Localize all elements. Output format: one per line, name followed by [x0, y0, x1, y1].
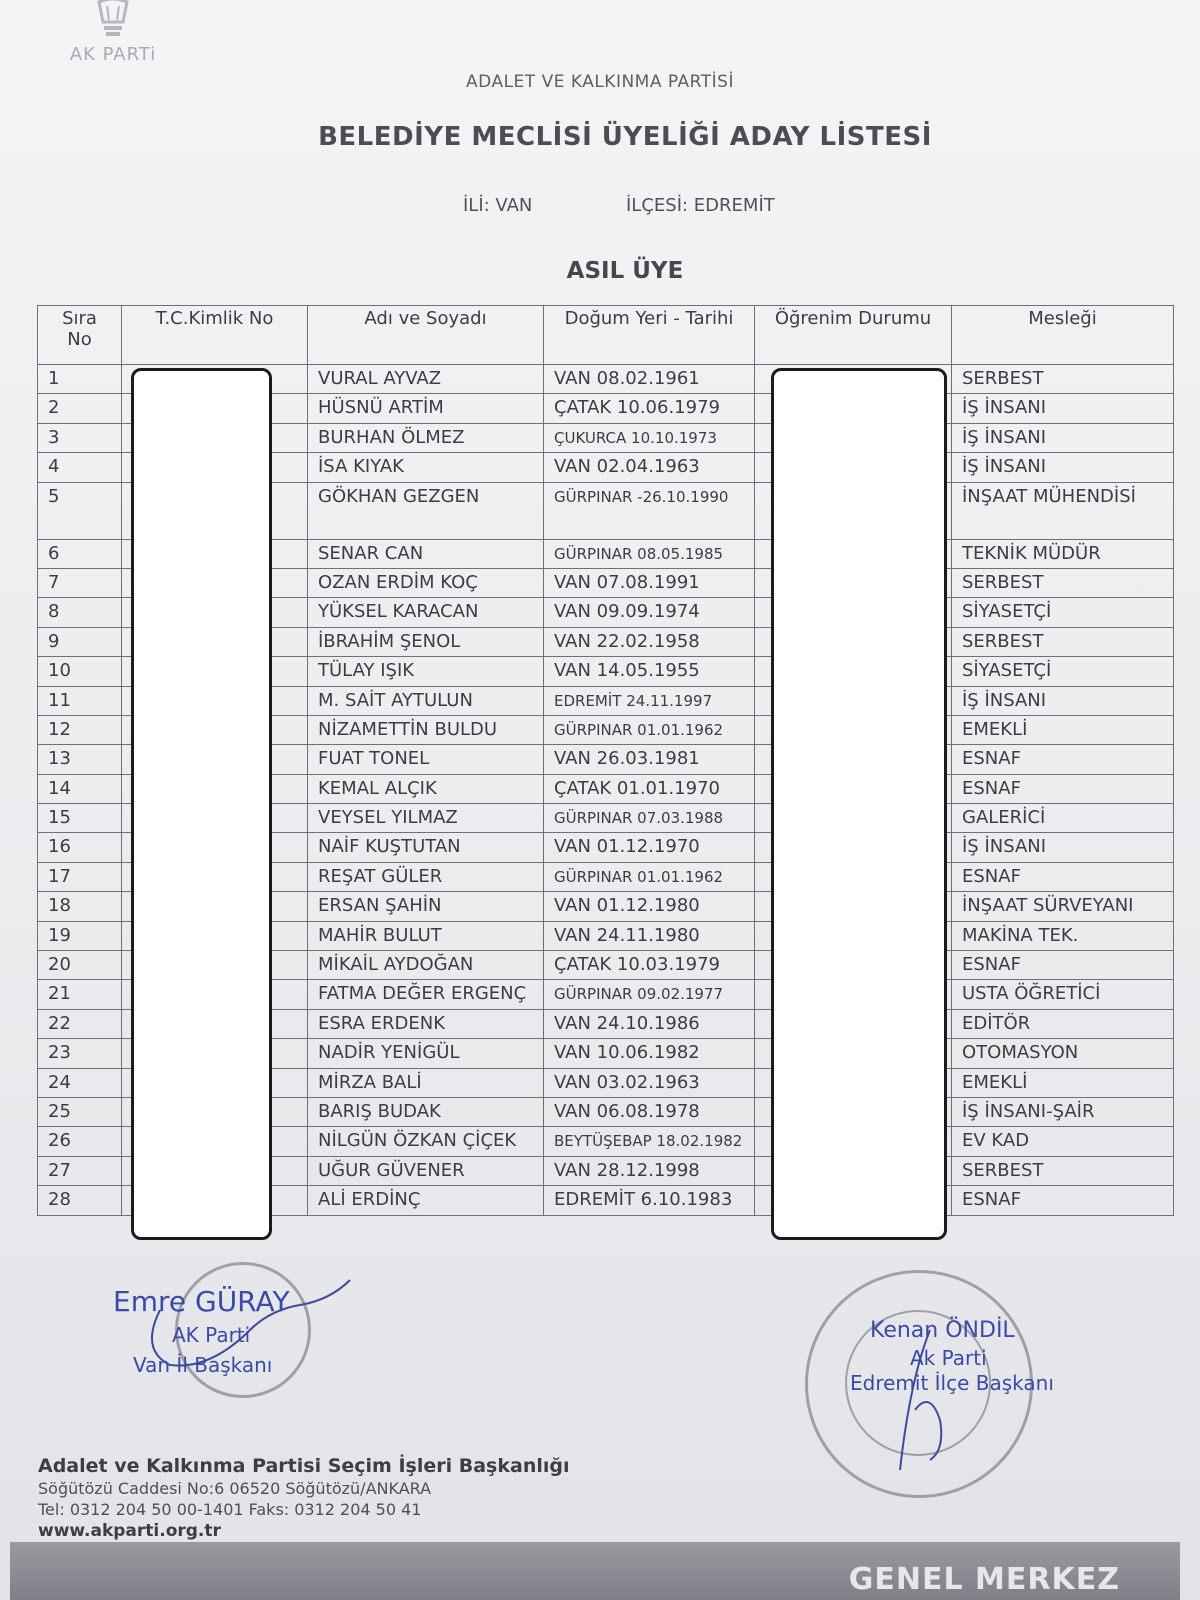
row-name: OZAN ERDİM KOÇ: [308, 568, 544, 597]
row-birth: VAN 10.06.1982: [544, 1039, 755, 1068]
row-job: OTOMASYON: [952, 1039, 1174, 1068]
row-no: 14: [38, 774, 122, 803]
row-no: 16: [38, 833, 122, 862]
row-no: 13: [38, 745, 122, 774]
row-no: 26: [38, 1127, 122, 1156]
footer-website: www.akparti.org.tr: [38, 1521, 221, 1541]
row-no: 23: [38, 1039, 122, 1068]
row-job: TEKNİK MÜDÜR: [952, 539, 1174, 568]
row-job: EV KAD: [952, 1127, 1174, 1156]
row-job: ESNAF: [952, 774, 1174, 803]
row-birth: BEYTÜŞEBAP 18.02.1982: [544, 1127, 755, 1156]
row-no: 22: [38, 1009, 122, 1038]
row-no: 15: [38, 804, 122, 833]
row-no: 25: [38, 1097, 122, 1126]
row-no: 1: [38, 365, 122, 394]
row-birth: VAN 08.02.1961: [544, 365, 755, 394]
row-job: GALERİCİ: [952, 804, 1174, 833]
header-no-line2: No: [67, 329, 92, 350]
header-no: [38, 306, 122, 365]
row-no: 2: [38, 394, 122, 423]
row-name: MİRZA BALİ: [308, 1068, 544, 1097]
right-signature-icon: [870, 1320, 980, 1480]
row-job: EMEKLİ: [952, 715, 1174, 744]
row-name: FATMA DEĞER ERGENÇ: [308, 980, 544, 1009]
row-birth: GÜRPINAR -26.10.1990: [544, 482, 755, 539]
row-job: ESNAF: [952, 1186, 1174, 1215]
footer-bar-text: GENEL MERKEZ: [848, 1562, 1120, 1597]
row-name: SENAR CAN: [308, 539, 544, 568]
row-birth: VAN 28.12.1998: [544, 1156, 755, 1185]
row-no: 10: [38, 657, 122, 686]
party-name: ADALET VE KALKINMA PARTİSİ: [466, 72, 734, 92]
row-name: ERSAN ŞAHİN: [308, 892, 544, 921]
row-name: NADİR YENİGÜL: [308, 1039, 544, 1068]
row-no: 7: [38, 568, 122, 597]
right-signatory-party: Ak Parti: [910, 1346, 987, 1370]
table-header-row: [38, 306, 1174, 365]
row-no: 8: [38, 598, 122, 627]
logo-text: AK PARTi: [69, 44, 157, 65]
header-name: Adı ve Soyadı: [308, 306, 544, 365]
right-signatory-name: Kenan ÖNDİL: [870, 1318, 1015, 1343]
row-no: 3: [38, 423, 122, 452]
row-birth: ÇUKURCA 10.10.1973: [544, 423, 755, 452]
row-no: 19: [38, 921, 122, 950]
row-job: MAKİNA TEK.: [952, 921, 1174, 950]
province-label: İLİ: VAN: [463, 195, 533, 216]
row-job: İNŞAAT SÜRVEYANI: [952, 892, 1174, 921]
header-job: Mesleği: [952, 306, 1174, 365]
row-birth: GÜRPINAR 01.01.1962: [544, 862, 755, 891]
row-name: MAHİR BULUT: [308, 921, 544, 950]
row-name: VEYSEL YILMAZ: [308, 804, 544, 833]
row-name: REŞAT GÜLER: [308, 862, 544, 891]
row-birth: GÜRPINAR 07.03.1988: [544, 804, 755, 833]
row-job: İNŞAAT MÜHENDİSİ: [952, 482, 1174, 539]
row-job: USTA ÖĞRETİCİ: [952, 980, 1174, 1009]
row-job: İŞ İNSANI: [952, 686, 1174, 715]
right-signatory-title: Edremit İlçe Başkanı: [850, 1371, 1054, 1395]
row-name: HÜSNÜ ARTİM: [308, 394, 544, 423]
left-signatory-title: Van İl Başkanı: [133, 1353, 273, 1377]
row-job: İŞ İNSANI: [952, 833, 1174, 862]
row-job: SİYASETÇİ: [952, 598, 1174, 627]
row-job: SERBEST: [952, 627, 1174, 656]
left-signature-icon: [130, 1270, 360, 1390]
row-name: ESRA ERDENK: [308, 1009, 544, 1038]
row-birth: ÇATAK 10.03.1979: [544, 951, 755, 980]
row-birth: VAN 14.05.1955: [544, 657, 755, 686]
row-name: FUAT TONEL: [308, 745, 544, 774]
row-birth: VAN 03.02.1963: [544, 1068, 755, 1097]
row-job: ESNAF: [952, 862, 1174, 891]
row-birth: EDREMİT 6.10.1983: [544, 1186, 755, 1215]
district-label: İLÇESİ: EDREMİT: [626, 195, 775, 216]
row-name: MİKAİL AYDOĞAN: [308, 951, 544, 980]
row-name: ALİ ERDİNÇ: [308, 1186, 544, 1215]
row-birth: VAN 24.11.1980: [544, 921, 755, 950]
row-no: 5: [38, 482, 122, 539]
row-job: EDİTÖR: [952, 1009, 1174, 1038]
row-job: ESNAF: [952, 951, 1174, 980]
row-name: BURHAN ÖLMEZ: [308, 423, 544, 452]
row-name: M. SAİT AYTULUN: [308, 686, 544, 715]
row-birth: VAN 07.08.1991: [544, 568, 755, 597]
row-birth: VAN 02.04.1963: [544, 453, 755, 482]
row-job: İŞ İNSANI: [952, 453, 1174, 482]
row-name: NİLGÜN ÖZKAN ÇİÇEK: [308, 1127, 544, 1156]
left-signatory-party: AK Parti: [172, 1323, 251, 1347]
section-title: ASIL ÜYE: [566, 258, 684, 284]
row-no: 20: [38, 951, 122, 980]
footer-bar: [10, 1542, 1180, 1600]
row-birth: VAN 01.12.1970: [544, 833, 755, 862]
row-job: SERBEST: [952, 1156, 1174, 1185]
row-no: 18: [38, 892, 122, 921]
row-no: 4: [38, 453, 122, 482]
row-name: KEMAL ALÇIK: [308, 774, 544, 803]
footer-phone: Tel: 0312 204 50 00-1401 Faks: 0312 204 50 41: [38, 1500, 422, 1519]
document-title: BELEDİYE MECLİSİ ÜYELİĞİ ADAY LİSTESİ: [318, 122, 932, 152]
row-birth: VAN 24.10.1986: [544, 1009, 755, 1038]
row-no: 24: [38, 1068, 122, 1097]
footer-address: Söğütözü Caddesi No:6 06520 Söğütözü/ANKARA: [38, 1479, 432, 1498]
row-job: SİYASETÇİ: [952, 657, 1174, 686]
row-no: 11: [38, 686, 122, 715]
row-no: 17: [38, 862, 122, 891]
row-no: 28: [38, 1186, 122, 1215]
row-job: SERBEST: [952, 568, 1174, 597]
row-job: ESNAF: [952, 745, 1174, 774]
row-birth: GÜRPINAR 09.02.1977: [544, 980, 755, 1009]
row-name: YÜKSEL KARACAN: [308, 598, 544, 627]
row-no: 6: [38, 539, 122, 568]
footer-title: Adalet ve Kalkınma Partisi Seçim İşleri Başkanlığı: [38, 1455, 570, 1477]
row-job: SERBEST: [952, 365, 1174, 394]
footer: [38, 1455, 569, 1541]
header-tc: T.C.Kimlik No: [122, 306, 308, 365]
row-birth: VAN 26.03.1981: [544, 745, 755, 774]
row-name: NAİF KUŞTUTAN: [308, 833, 544, 862]
redaction-block-tc: [131, 368, 272, 1240]
row-birth: ÇATAK 10.06.1979: [544, 394, 755, 423]
lightbulb-logo-icon: [91, 0, 135, 40]
row-job: İŞ İNSANI: [952, 423, 1174, 452]
left-signatory-name: Emre GÜRAY: [113, 1285, 290, 1318]
row-birth: EDREMİT 24.11.1997: [544, 686, 755, 715]
header-no-line1: Sıra: [62, 308, 97, 329]
row-name: BARIŞ BUDAK: [308, 1097, 544, 1126]
row-name: İBRAHİM ŞENOL: [308, 627, 544, 656]
row-birth: VAN 22.02.1958: [544, 627, 755, 656]
row-birth: GÜRPINAR 08.05.1985: [544, 539, 755, 568]
header-birth: Doğum Yeri - Tarihi: [544, 306, 755, 365]
row-birth: VAN 09.09.1974: [544, 598, 755, 627]
row-birth: VAN 01.12.1980: [544, 892, 755, 921]
row-birth: ÇATAK 01.01.1970: [544, 774, 755, 803]
row-no: 27: [38, 1156, 122, 1185]
row-birth: VAN 06.08.1978: [544, 1097, 755, 1126]
row-name: VURAL AYVAZ: [308, 365, 544, 394]
redaction-block-education: [771, 368, 947, 1240]
row-job: İŞ İNSANI-ŞAİR: [952, 1097, 1174, 1126]
row-name: İSA KIYAK: [308, 453, 544, 482]
row-job: EMEKLİ: [952, 1068, 1174, 1097]
header-education: Öğrenim Durumu: [755, 306, 952, 365]
row-no: 12: [38, 715, 122, 744]
row-no: 9: [38, 627, 122, 656]
ak-parti-logo: [58, 0, 168, 70]
row-name: GÖKHAN GEZGEN: [308, 482, 544, 539]
row-job: İŞ İNSANI: [952, 394, 1174, 423]
row-no: 21: [38, 980, 122, 1009]
row-name: TÜLAY IŞIK: [308, 657, 544, 686]
row-birth: GÜRPINAR 01.01.1962: [544, 715, 755, 744]
row-name: NİZAMETTİN BULDU: [308, 715, 544, 744]
row-name: UĞUR GÜVENER: [308, 1156, 544, 1185]
